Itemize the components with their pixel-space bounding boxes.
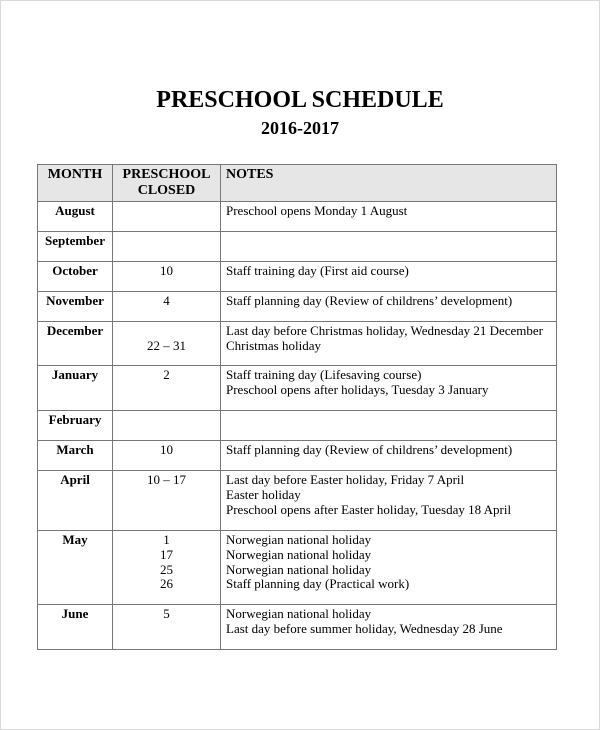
closed-date: 25: [160, 561, 173, 577]
notes-cell: [221, 366, 557, 411]
header-closed-line1: PRESCHOOL: [122, 167, 211, 182]
header-closed-line2: CLOSED: [137, 183, 196, 198]
note-line: Staff training day (Lifesaving course): [226, 367, 422, 382]
table-row: [38, 292, 557, 322]
header-month: MONTH: [38, 165, 113, 202]
notes-cell: [221, 262, 557, 292]
closed-cell: [113, 441, 221, 471]
table-row: [38, 322, 557, 366]
month-cell: January: [38, 366, 113, 411]
closed-cell: [113, 531, 221, 605]
closed-cell: [113, 366, 221, 411]
note-line: Preschool opens after holidays, Tuesday 3 January: [226, 381, 489, 397]
note-line: Last day before Easter holiday, Friday 7 April: [226, 472, 465, 487]
closed-cell: [113, 322, 221, 366]
table-row: [38, 531, 557, 605]
page-title: PRESCHOOL SCHEDULE: [156, 87, 444, 113]
table-row: [38, 471, 557, 531]
note-line: Preschool opens Monday 1 August: [226, 203, 408, 218]
month-cell: May: [38, 531, 113, 605]
closed-date: 4: [163, 293, 170, 308]
closed-cell: [113, 411, 221, 441]
notes-cell: [221, 471, 557, 531]
note-line: Easter holiday: [226, 486, 301, 502]
closed-date: 10: [160, 442, 173, 457]
month-cell: June: [38, 605, 113, 650]
month-cell: August: [38, 202, 113, 232]
closed-date: 26: [160, 576, 173, 592]
closed-date: 1: [163, 532, 170, 547]
note-line: Norwegian national holiday: [226, 532, 372, 547]
notes-cell: [221, 531, 557, 605]
month-cell: April: [38, 471, 113, 531]
closed-cell: [113, 471, 221, 531]
table-row: [38, 366, 557, 411]
month-cell: September: [38, 232, 113, 262]
note-line: Preschool opens after Easter holiday, Tuesday 18 April: [226, 501, 512, 517]
table-header-row: [38, 165, 557, 202]
closed-cell: [113, 262, 221, 292]
table-row: [38, 441, 557, 471]
month-cell: December: [38, 322, 113, 366]
closed-date: 10 – 17: [147, 472, 186, 487]
note-line: Last day before Christmas holiday, Wednesday 21 December: [226, 323, 543, 338]
table-row: [38, 202, 557, 232]
schedule-table: [37, 164, 557, 650]
note-line: Staff planning day (Practical work): [226, 576, 410, 592]
month-cell: November: [38, 292, 113, 322]
month-cell: March: [38, 441, 113, 471]
table-row: [38, 262, 557, 292]
closed-date: 17: [160, 546, 173, 562]
note-line: Norwegian national holiday: [226, 606, 372, 621]
month-cell: October: [38, 262, 113, 292]
note-line: Last day before summer holiday, Wednesday 28 June: [226, 620, 503, 636]
note-line: Staff planning day (Review of childrens’ development): [226, 293, 513, 308]
closed-date: 5: [163, 606, 170, 621]
note-line: Norwegian national holiday: [226, 561, 372, 577]
notes-cell: [221, 605, 557, 650]
page-subtitle: 2016-2017: [261, 118, 339, 138]
closed-cell: [113, 232, 221, 262]
table-row: [38, 605, 557, 650]
notes-cell: [221, 441, 557, 471]
closed-date: 22 – 31: [147, 337, 186, 353]
notes-cell: [221, 322, 557, 366]
month-cell: February: [38, 411, 113, 441]
header-preschool-closed: [113, 165, 221, 202]
notes-cell: [221, 232, 557, 262]
closed-cell: [113, 292, 221, 322]
note-line: Staff planning day (Review of childrens’ development): [226, 442, 513, 457]
closed-date: 2: [163, 367, 170, 382]
notes-cell: [221, 292, 557, 322]
table-row: [38, 411, 557, 441]
note-line: Christmas holiday: [226, 337, 321, 353]
header-notes: NOTES: [221, 165, 557, 202]
notes-cell: [221, 411, 557, 441]
table-row: [38, 232, 557, 262]
closed-date: 10: [160, 263, 173, 278]
closed-cell: [113, 202, 221, 232]
note-line: Norwegian national holiday: [226, 546, 372, 562]
note-line: Staff training day (First aid course): [226, 263, 409, 278]
notes-cell: [221, 202, 557, 232]
closed-cell: [113, 605, 221, 650]
